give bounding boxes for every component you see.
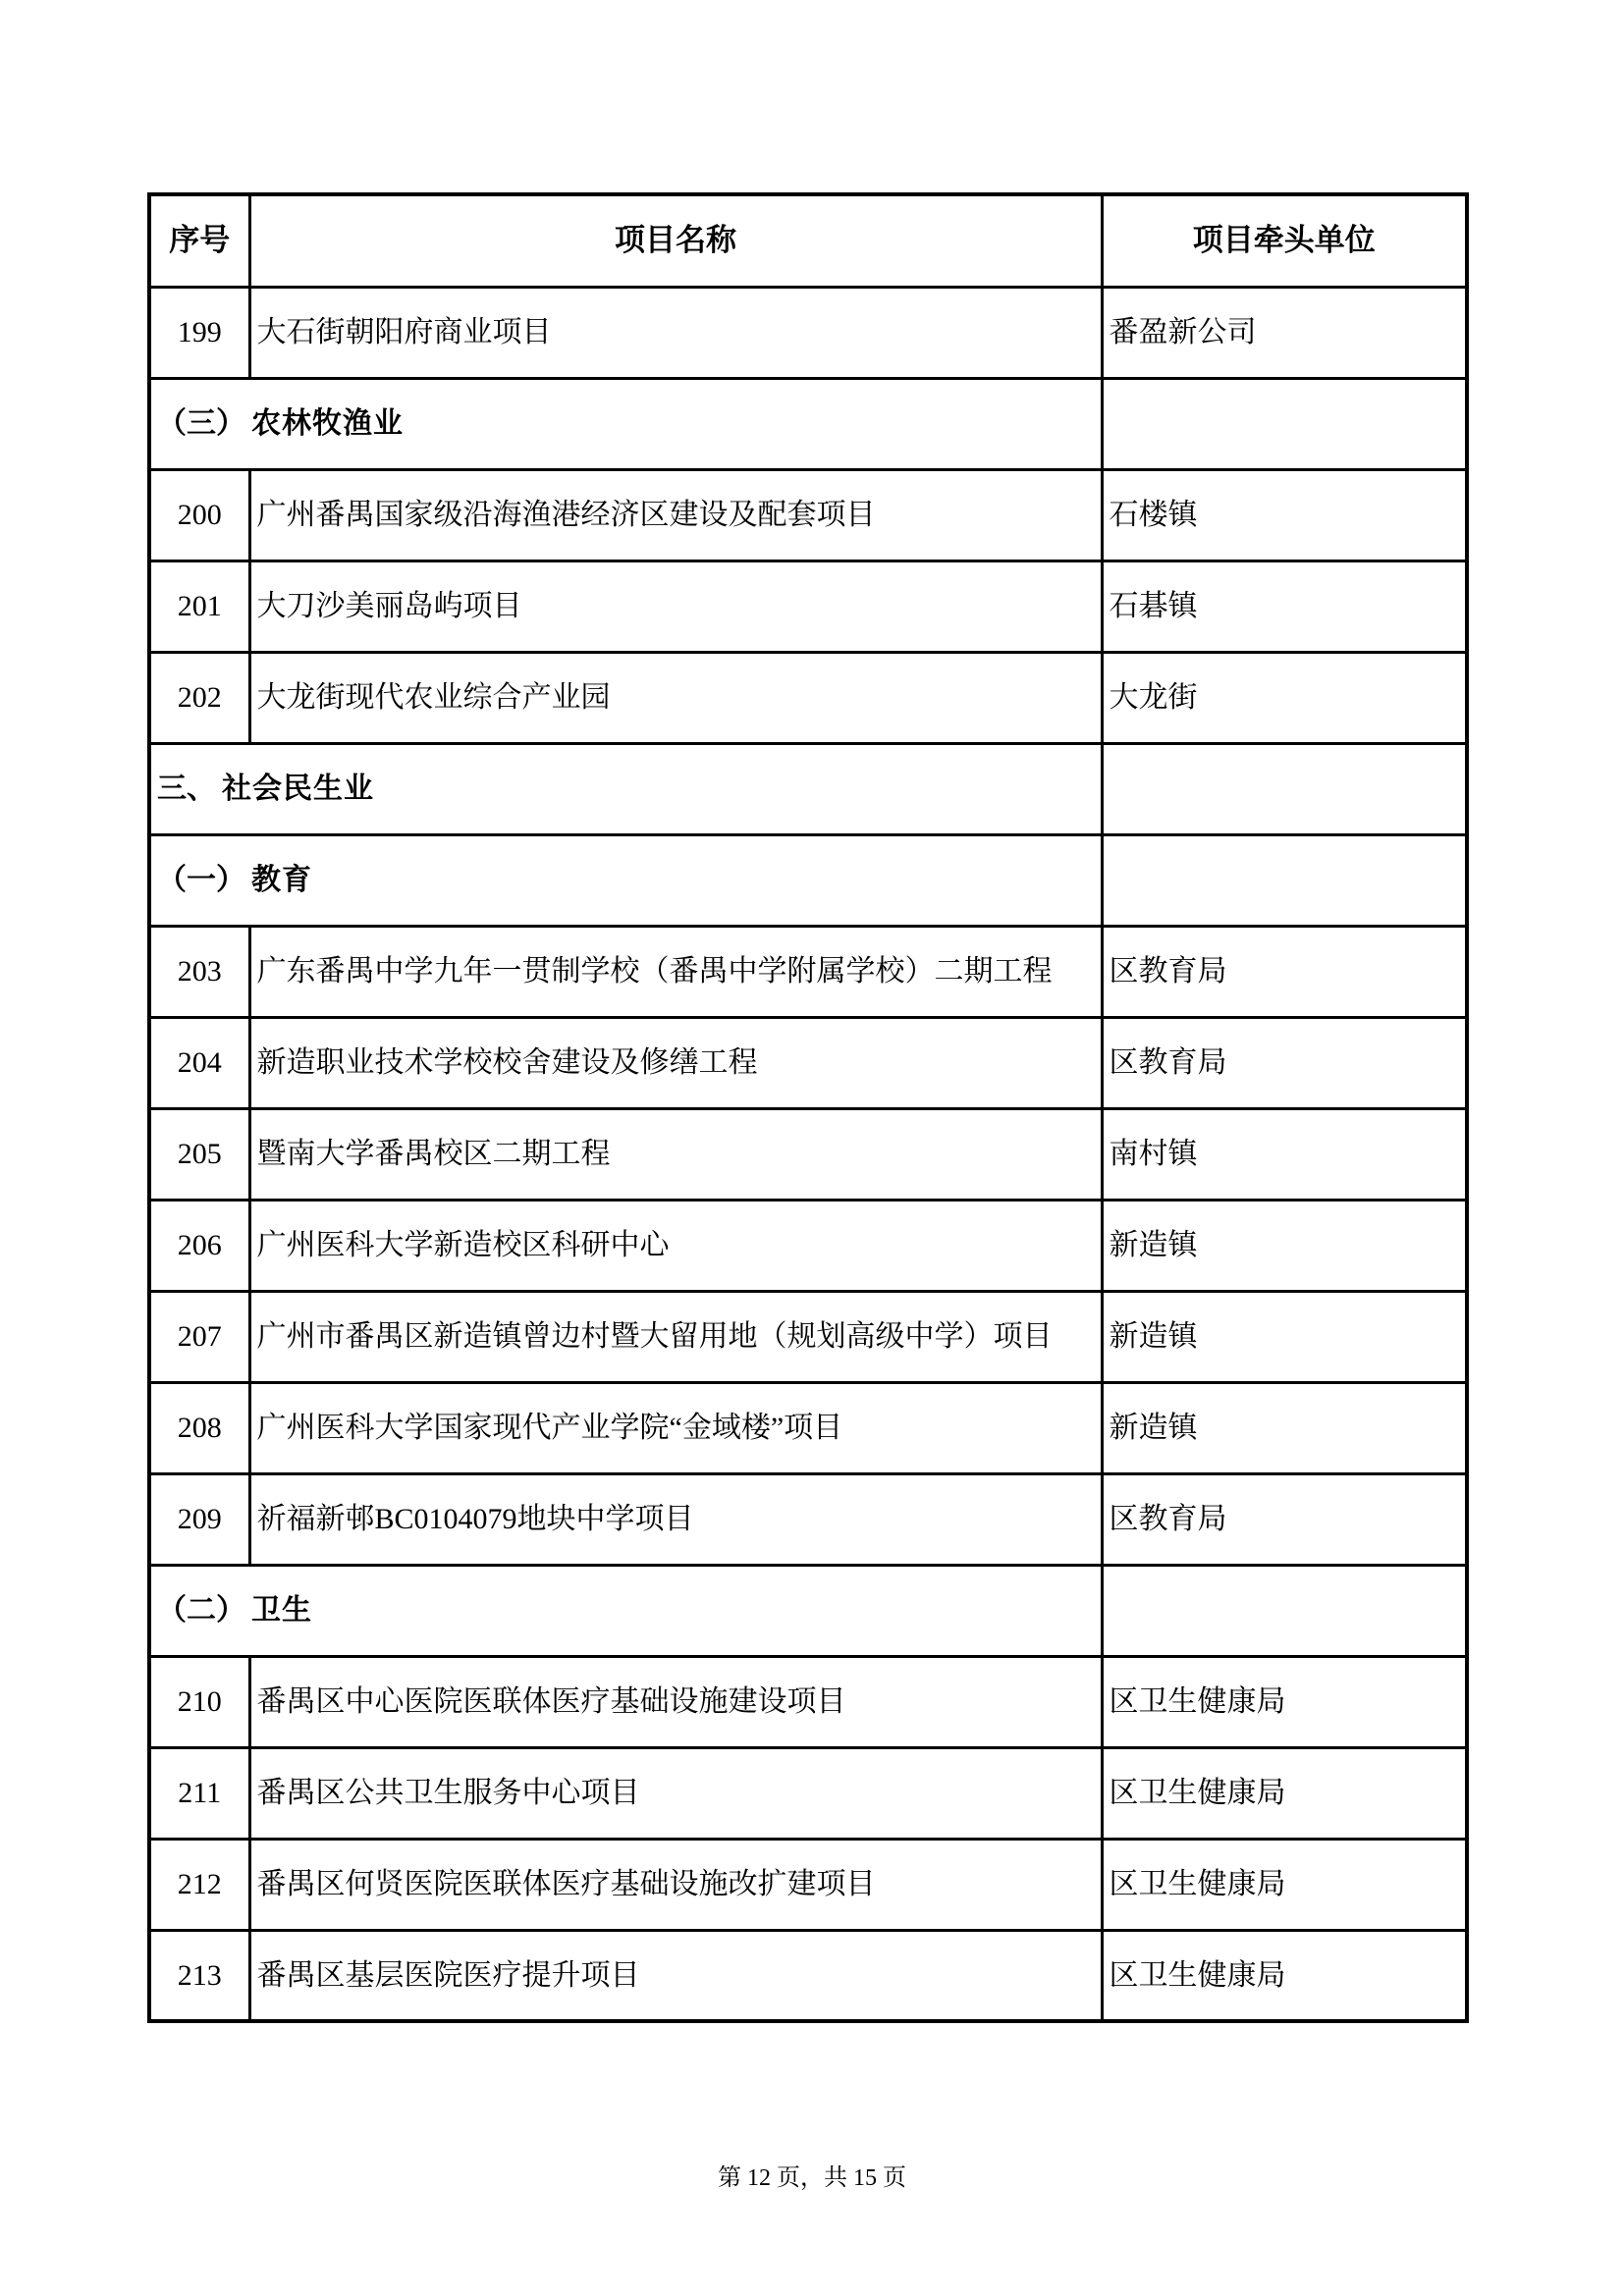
cell-lead-unit: 新造镇 (1102, 1382, 1467, 1473)
table-row (149, 1473, 1467, 1565)
col-header-unit: 项目牵头单位 (1102, 194, 1467, 287)
table-row (149, 469, 1467, 561)
section-row (149, 378, 1467, 469)
cell-project-name: 广州医科大学国家现代产业学院“金域楼”项目 (249, 1382, 1102, 1473)
col-header-no: 序号 (149, 194, 249, 287)
col-header-name: 项目名称 (249, 194, 1102, 287)
cell-lead-unit: 区卫生健康局 (1102, 1656, 1467, 1747)
cell-lead-unit: 区教育局 (1102, 926, 1467, 1017)
section-empty-unit-cell (1102, 378, 1467, 469)
table-row (149, 1839, 1467, 1930)
cell-lead-unit: 石楼镇 (1102, 469, 1467, 561)
cell-project-name: 番禺区公共卫生服务中心项目 (249, 1747, 1102, 1839)
table-row (149, 1747, 1467, 1839)
cell-serial-number: 203 (149, 926, 249, 1017)
cell-project-name: 广州市番禺区新造镇曾边村暨大留用地（规划高级中学）项目 (249, 1291, 1102, 1382)
cell-project-name: 广州医科大学新造校区科研中心 (249, 1200, 1102, 1291)
cell-serial-number: 200 (149, 469, 249, 561)
table-row (149, 1108, 1467, 1200)
cell-project-name: 广东番禺中学九年一贯制学校（番禺中学附属学校）二期工程 (249, 926, 1102, 1017)
cell-project-name: 大石街朝阳府商业项目 (249, 287, 1102, 378)
section-row (149, 743, 1467, 834)
cell-serial-number: 202 (149, 652, 249, 743)
section-prefix: （一） (157, 863, 245, 896)
table-row (149, 287, 1467, 378)
table-row (149, 652, 1467, 743)
section-row (149, 1565, 1467, 1656)
table-body (149, 287, 1467, 2021)
cell-project-name: 番禺区何贤医院医联体医疗基础设施改扩建项目 (249, 1839, 1102, 1930)
section-empty-unit-cell (1102, 1565, 1467, 1656)
projects-table (147, 192, 1469, 2023)
cell-serial-number: 213 (149, 1930, 249, 2021)
cell-lead-unit: 南村镇 (1102, 1108, 1467, 1200)
cell-serial-number: 206 (149, 1200, 249, 1291)
section-label-cell (149, 743, 1102, 834)
cell-serial-number: 211 (149, 1747, 249, 1839)
cell-lead-unit: 石碁镇 (1102, 561, 1467, 652)
cell-serial-number: 212 (149, 1839, 249, 1930)
cell-lead-unit: 区卫生健康局 (1102, 1839, 1467, 1930)
cell-serial-number: 201 (149, 561, 249, 652)
table-row (149, 926, 1467, 1017)
section-label-cell (149, 1565, 1102, 1656)
cell-lead-unit: 新造镇 (1102, 1200, 1467, 1291)
cell-lead-unit: 大龙街 (1102, 652, 1467, 743)
table-row (149, 1656, 1467, 1747)
table-row (149, 1200, 1467, 1291)
cell-serial-number: 208 (149, 1382, 249, 1473)
cell-lead-unit: 区卫生健康局 (1102, 1747, 1467, 1839)
section-label-cell (149, 834, 1102, 926)
cell-serial-number: 209 (149, 1473, 249, 1565)
section-prefix: 三、 (157, 772, 216, 805)
table-row (149, 1930, 1467, 2021)
cell-serial-number: 210 (149, 1656, 249, 1747)
cell-project-name: 祈福新邨BC0104079地块中学项目 (249, 1473, 1102, 1565)
section-row (149, 834, 1467, 926)
cell-serial-number: 204 (149, 1017, 249, 1108)
cell-lead-unit: 区卫生健康局 (1102, 1930, 1467, 2021)
section-title: 教育 (251, 863, 312, 896)
section-label-cell (149, 378, 1102, 469)
cell-serial-number: 205 (149, 1108, 249, 1200)
cell-project-name: 番禺区基层医院医疗提升项目 (249, 1930, 1102, 2021)
cell-lead-unit: 区教育局 (1102, 1473, 1467, 1565)
table-header-row (149, 194, 1467, 287)
cell-project-name: 大龙街现代农业综合产业园 (249, 652, 1102, 743)
section-title: 农林牧渔业 (251, 406, 404, 440)
section-prefix: （二） (157, 1593, 245, 1627)
cell-lead-unit: 新造镇 (1102, 1291, 1467, 1382)
table-row (149, 1382, 1467, 1473)
cell-project-name: 番禺区中心医院医联体医疗基础设施建设项目 (249, 1656, 1102, 1747)
cell-project-name: 广州番禺国家级沿海渔港经济区建设及配套项目 (249, 469, 1102, 561)
section-title: 社会民生业 (222, 772, 374, 805)
cell-project-name: 暨南大学番禺校区二期工程 (249, 1108, 1102, 1200)
table-row (149, 1017, 1467, 1108)
cell-lead-unit: 区教育局 (1102, 1017, 1467, 1108)
cell-project-name: 新造职业技术学校校舍建设及修缮工程 (249, 1017, 1102, 1108)
cell-serial-number: 207 (149, 1291, 249, 1382)
section-empty-unit-cell (1102, 834, 1467, 926)
cell-lead-unit: 番盈新公司 (1102, 287, 1467, 378)
cell-project-name: 大刀沙美丽岛屿项目 (249, 561, 1102, 652)
cell-serial-number: 199 (149, 287, 249, 378)
section-empty-unit-cell (1102, 743, 1467, 834)
table-row (149, 561, 1467, 652)
section-title: 卫生 (251, 1593, 312, 1627)
section-prefix: （三） (157, 406, 245, 440)
page-footer: 第 12 页，共 15 页 (718, 2165, 906, 2191)
table-row (149, 1291, 1467, 1382)
